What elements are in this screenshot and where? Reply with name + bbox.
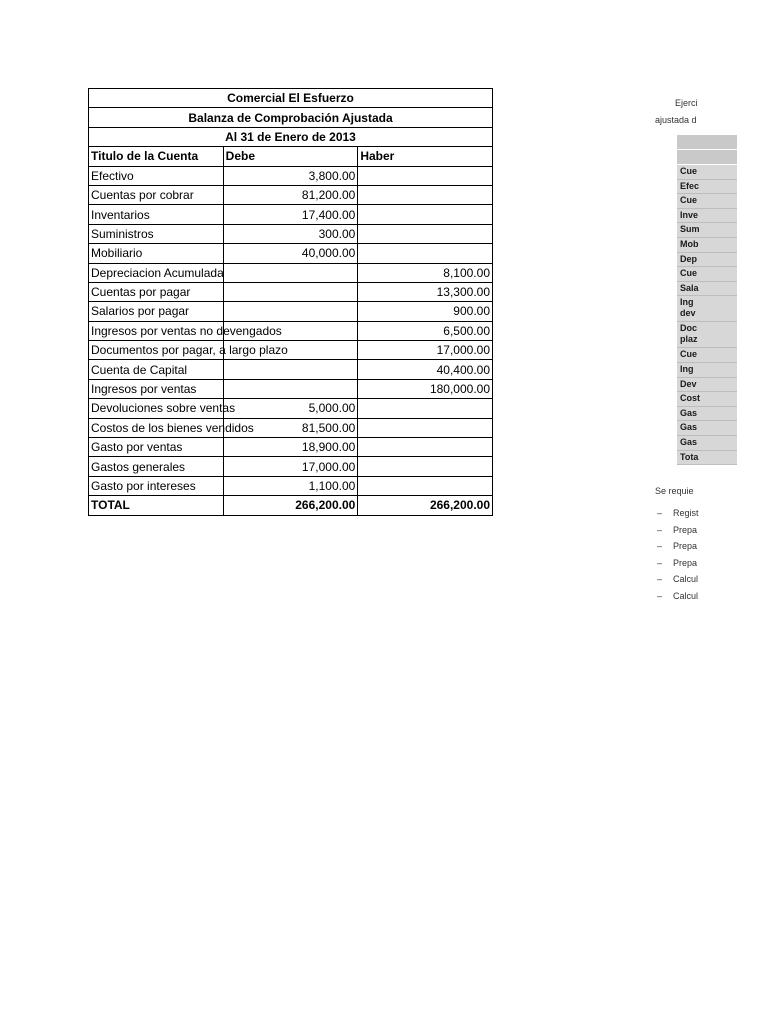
debit-amount bbox=[223, 302, 358, 321]
debit-amount bbox=[223, 360, 358, 379]
account-rows bbox=[89, 166, 493, 496]
side-mini-row: Sala bbox=[677, 282, 737, 297]
report-date-row bbox=[89, 127, 493, 146]
debit-amount: 81,500.00 bbox=[223, 418, 358, 437]
side-bullet-text: Calcul bbox=[673, 574, 699, 584]
side-bullet-text: Prepa bbox=[673, 541, 698, 551]
debit-amount: 3,800.00 bbox=[223, 166, 358, 185]
table-row bbox=[89, 263, 493, 282]
side-mini-row: Inve bbox=[677, 209, 737, 224]
side-mini-row: Cue bbox=[677, 267, 737, 282]
credit-amount bbox=[358, 166, 493, 185]
bullet-dash-icon: – bbox=[657, 574, 663, 584]
column-header-row bbox=[89, 147, 493, 166]
company-name: Comercial El Esfuerzo bbox=[89, 89, 493, 108]
report-date: Al 31 de Enero de 2013 bbox=[89, 127, 493, 146]
credit-amount: 180,000.00 bbox=[358, 379, 493, 398]
bullet-dash-icon: – bbox=[657, 590, 663, 601]
side-mini-row: Cost bbox=[677, 392, 737, 407]
table-row bbox=[89, 341, 493, 360]
side-mini-row: Sum bbox=[677, 223, 737, 238]
table-row bbox=[89, 457, 493, 476]
account-name: Cuentas por cobrar bbox=[89, 185, 224, 204]
side-bullet-text: Prepa bbox=[673, 557, 698, 568]
table-row bbox=[89, 360, 493, 379]
credit-amount bbox=[358, 457, 493, 476]
credit-amount bbox=[358, 244, 493, 263]
side-mini-table-header bbox=[677, 150, 737, 164]
debit-amount: 5,000.00 bbox=[223, 399, 358, 418]
account-name: Mobiliario bbox=[89, 244, 224, 263]
side-mini-row: Gas bbox=[677, 436, 737, 451]
credit-amount bbox=[358, 438, 493, 457]
company-row bbox=[89, 89, 493, 108]
table-row bbox=[89, 185, 493, 204]
credit-amount: 40,400.00 bbox=[358, 360, 493, 379]
bullet-dash-icon: – bbox=[657, 541, 663, 551]
side-mini-row: Efec bbox=[677, 180, 737, 195]
debit-amount bbox=[223, 263, 358, 282]
table-row bbox=[89, 438, 493, 457]
side-bullet-text: Calcul bbox=[673, 590, 699, 601]
debit-amount: 18,900.00 bbox=[223, 438, 358, 457]
table-row bbox=[89, 244, 493, 263]
account-name: Inventarios bbox=[89, 205, 224, 224]
account-name: Documentos por pagar, a largo plazo bbox=[89, 341, 224, 360]
side-mini-row: Dep bbox=[677, 253, 737, 268]
account-name: Suministros bbox=[89, 224, 224, 243]
side-bullet-text: Regist bbox=[673, 508, 699, 518]
side-mini-row: Cue bbox=[677, 165, 737, 180]
side-mini-row: Ing bbox=[677, 363, 737, 378]
bullet-dash-icon: – bbox=[657, 508, 663, 518]
side-mini-row: Cue bbox=[677, 194, 737, 209]
side-bullet-item bbox=[657, 522, 699, 539]
table-row bbox=[89, 476, 493, 495]
credit-amount: 900.00 bbox=[358, 302, 493, 321]
side-mini-row: Ing dev bbox=[677, 296, 737, 322]
table-row bbox=[89, 379, 493, 398]
side-requirement-text: Se requie bbox=[655, 486, 694, 496]
debit-amount: 17,000.00 bbox=[223, 457, 358, 476]
table-row bbox=[89, 399, 493, 418]
account-name: Cuenta de Capital bbox=[89, 360, 224, 379]
report-title-row bbox=[89, 108, 493, 127]
account-name: Ingresos por ventas bbox=[89, 379, 224, 398]
side-mini-table bbox=[677, 135, 737, 465]
credit-amount bbox=[358, 399, 493, 418]
account-name: Cuentas por pagar bbox=[89, 282, 224, 301]
side-mini-row: Tota bbox=[677, 451, 737, 466]
side-bullet-item bbox=[657, 538, 699, 555]
total-credit: 266,200.00 bbox=[358, 496, 493, 515]
table-row bbox=[89, 166, 493, 185]
debit-amount: 81,200.00 bbox=[223, 185, 358, 204]
side-mini-row: Gas bbox=[677, 421, 737, 436]
account-name: Gasto por intereses bbox=[89, 476, 224, 495]
credit-amount bbox=[358, 205, 493, 224]
side-mini-row: Mob bbox=[677, 238, 737, 253]
table-row bbox=[89, 418, 493, 437]
side-intro-line-1: Ejerci bbox=[675, 98, 698, 108]
account-name: Ingresos por ventas no devengados bbox=[89, 321, 224, 340]
side-mini-row: Dev bbox=[677, 378, 737, 393]
total-label: TOTAL bbox=[89, 496, 224, 515]
side-bullet-item bbox=[657, 555, 699, 572]
credit-amount: 6,500.00 bbox=[358, 321, 493, 340]
account-name: Depreciacion Acumulada bbox=[89, 263, 224, 282]
total-row bbox=[89, 496, 493, 515]
side-intro-line-2: ajustada d bbox=[655, 115, 697, 125]
credit-amount: 17,000.00 bbox=[358, 341, 493, 360]
credit-amount bbox=[358, 476, 493, 495]
account-name: Efectivo bbox=[89, 166, 224, 185]
side-bullet-item bbox=[657, 571, 699, 588]
trial-balance-table bbox=[88, 88, 493, 516]
credit-column-header: Haber bbox=[358, 147, 493, 166]
credit-amount: 8,100.00 bbox=[358, 263, 493, 282]
credit-amount bbox=[358, 418, 493, 437]
total-debit: 266,200.00 bbox=[223, 496, 358, 515]
account-name: Costos de los bienes vendidos bbox=[89, 418, 224, 437]
account-name: Gastos generales bbox=[89, 457, 224, 476]
side-mini-row: Doc plaz bbox=[677, 322, 737, 348]
bullet-dash-icon: – bbox=[657, 557, 663, 568]
debit-amount bbox=[223, 379, 358, 398]
account-name: Salarios por pagar bbox=[89, 302, 224, 321]
side-mini-table-header bbox=[677, 135, 737, 149]
table-row bbox=[89, 321, 493, 340]
table-row bbox=[89, 224, 493, 243]
table-row bbox=[89, 205, 493, 224]
side-bullet-text: Prepa bbox=[673, 524, 698, 535]
bullet-dash-icon: – bbox=[657, 524, 663, 535]
account-name: Gasto por ventas bbox=[89, 438, 224, 457]
account-column-header: Titulo de la Cuenta bbox=[89, 147, 224, 166]
credit-amount bbox=[358, 185, 493, 204]
side-bullet-list bbox=[657, 505, 699, 604]
cropped-side-panel bbox=[655, 95, 700, 615]
table-row bbox=[89, 282, 493, 301]
side-mini-table-rows bbox=[677, 165, 737, 465]
side-bullet-item bbox=[657, 505, 699, 522]
side-bullet-item bbox=[657, 588, 699, 605]
debit-amount: 1,100.00 bbox=[223, 476, 358, 495]
debit-amount: 300.00 bbox=[223, 224, 358, 243]
account-name: Devoluciones sobre ventas bbox=[89, 399, 224, 418]
debit-amount: 17,400.00 bbox=[223, 205, 358, 224]
table-row bbox=[89, 302, 493, 321]
credit-amount: 13,300.00 bbox=[358, 282, 493, 301]
credit-amount bbox=[358, 224, 493, 243]
debit-column-header: Debe bbox=[223, 147, 358, 166]
side-mini-row: Cue bbox=[677, 348, 737, 363]
report-title: Balanza de Comprobación Ajustada bbox=[89, 108, 493, 127]
debit-amount bbox=[223, 282, 358, 301]
side-mini-row: Gas bbox=[677, 407, 737, 422]
debit-amount: 40,000.00 bbox=[223, 244, 358, 263]
